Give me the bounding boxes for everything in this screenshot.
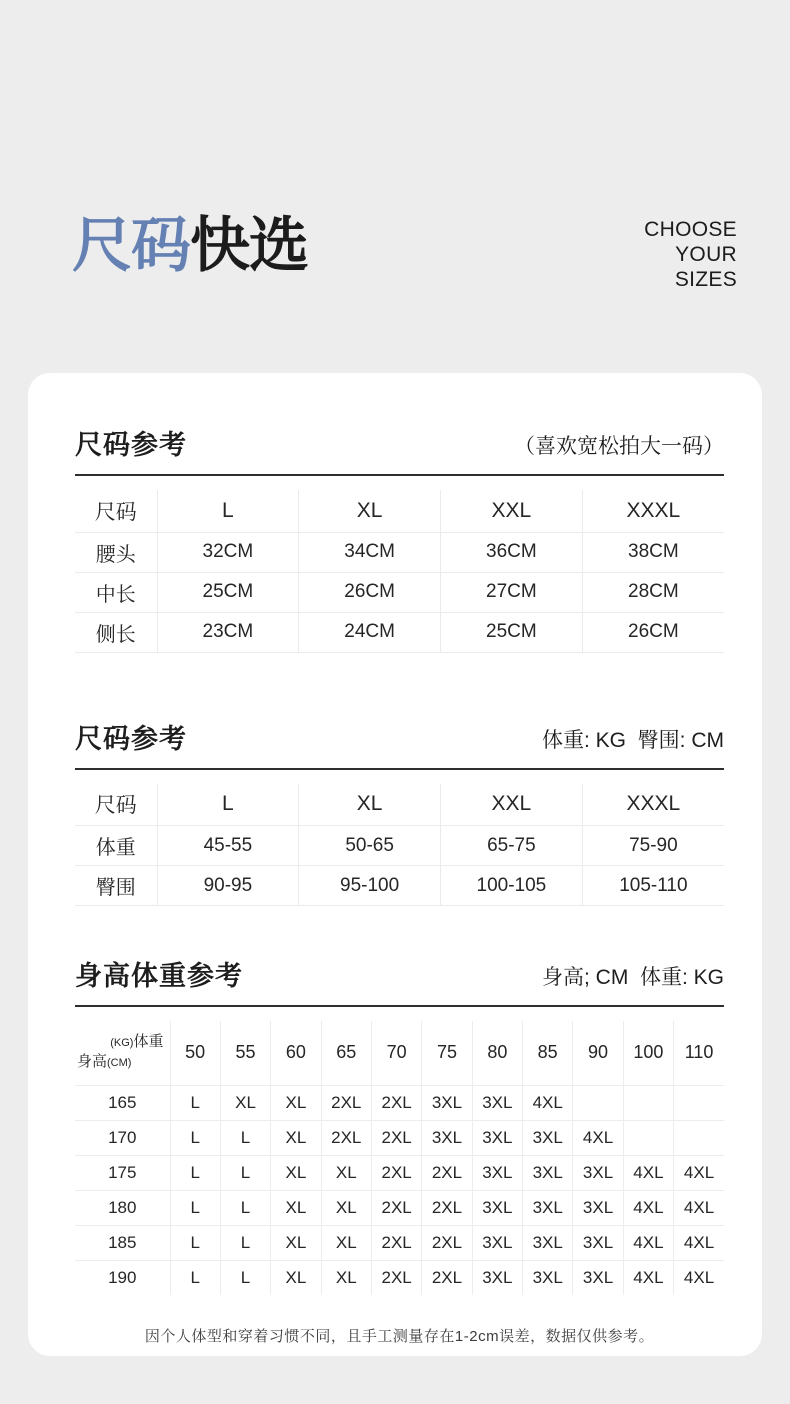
cell-value: 90-95 — [157, 866, 299, 906]
matrix-header-row — [75, 1021, 724, 1085]
cell-value: 34CM — [299, 532, 441, 572]
cell-value: 105-110 — [582, 866, 724, 906]
recommended-size-cell: 2XL — [321, 1120, 371, 1155]
weight-column-header: 85 — [523, 1021, 573, 1085]
size-column-header: XL — [299, 490, 441, 532]
recommended-size-cell: 2XL — [422, 1155, 472, 1190]
corner-height-text: 身高 — [77, 1052, 108, 1070]
recommended-size-cell: 3XL — [523, 1155, 573, 1190]
matrix-row — [75, 1120, 724, 1155]
height-label: 185 — [75, 1225, 170, 1260]
recommended-size-cell: L — [220, 1225, 270, 1260]
section-size-reference-body — [75, 717, 724, 907]
recommended-size-cell: 3XL — [573, 1260, 623, 1295]
table-row — [75, 866, 724, 906]
corner-header: 尺码 — [75, 490, 157, 532]
matrix-row — [75, 1225, 724, 1260]
recommended-size-cell — [674, 1120, 724, 1155]
recommended-size-cell: XL — [271, 1120, 321, 1155]
recommended-size-cell: 3XL — [573, 1225, 623, 1260]
section-title: 尺码参考 — [75, 723, 187, 754]
recommended-size-cell: 2XL — [422, 1260, 472, 1295]
cell-value: 50-65 — [299, 826, 441, 866]
recommended-size-cell: XL — [271, 1085, 321, 1120]
recommended-size-cell: 3XL — [523, 1190, 573, 1225]
section-note: 体重: KG 臀围: CM — [541, 728, 724, 752]
table-header-row — [75, 490, 724, 532]
recommended-size-cell — [573, 1085, 623, 1120]
cell-value: 23CM — [157, 612, 299, 652]
page-subtitle-english — [644, 217, 737, 292]
cell-value: 75-90 — [582, 826, 724, 866]
recommended-size-cell: 3XL — [523, 1260, 573, 1295]
corner-weight-label — [77, 1032, 164, 1052]
recommended-size-cell: L — [220, 1155, 270, 1190]
recommended-size-cell: 2XL — [422, 1225, 472, 1260]
corner-header: 尺码 — [75, 784, 157, 826]
subtitle-line: CHOOSE — [644, 218, 737, 241]
recommended-size-cell: 4XL — [623, 1155, 673, 1190]
matrix-row — [75, 1260, 724, 1295]
cell-value: 100-105 — [441, 866, 583, 906]
recommended-size-cell: 4XL — [573, 1120, 623, 1155]
recommended-size-cell: L — [220, 1190, 270, 1225]
cell-value: 25CM — [157, 572, 299, 612]
recommended-size-cell: 3XL — [523, 1120, 573, 1155]
recommended-size-cell: 3XL — [472, 1085, 522, 1120]
garment-measurements-table — [75, 490, 724, 653]
section-note: 身高; CM 体重: KG — [541, 966, 724, 989]
recommended-size-cell: L — [170, 1155, 220, 1190]
recommended-size-cell: 4XL — [623, 1190, 673, 1225]
weight-column-header: 55 — [220, 1021, 270, 1085]
row-label: 体重 — [75, 826, 157, 866]
recommended-size-cell: 3XL — [472, 1155, 522, 1190]
weight-column-header: 70 — [371, 1021, 421, 1085]
recommended-size-cell: 2XL — [371, 1225, 421, 1260]
recommended-size-cell: 4XL — [674, 1225, 724, 1260]
recommended-size-cell: 4XL — [674, 1190, 724, 1225]
weight-column-header: 50 — [170, 1021, 220, 1085]
page-title-rest: 快选 — [190, 212, 308, 279]
recommended-size-cell: L — [170, 1190, 220, 1225]
table-header-row — [75, 784, 724, 826]
weight-column-header: 60 — [271, 1021, 321, 1085]
recommended-size-cell: 4XL — [623, 1260, 673, 1295]
table-row — [75, 572, 724, 612]
row-label: 臀围 — [75, 866, 157, 906]
row-label: 腰头 — [75, 532, 157, 572]
cell-value: 28CM — [582, 572, 724, 612]
section-height-weight-reference — [75, 954, 724, 1295]
recommended-size-cell: 2XL — [321, 1085, 371, 1120]
cell-value: 38CM — [582, 532, 724, 572]
page-header — [0, 0, 790, 292]
recommended-size-cell: 4XL — [674, 1155, 724, 1190]
row-label: 侧长 — [75, 612, 157, 652]
height-weight-matrix-table — [75, 1021, 724, 1295]
height-label: 180 — [75, 1190, 170, 1225]
matrix-row — [75, 1190, 724, 1225]
page-title-highlight: 尺码 — [72, 212, 190, 279]
section-title: 尺码参考 — [75, 430, 187, 460]
cell-value: 32CM — [157, 532, 299, 572]
recommended-size-cell: 4XL — [683, 1267, 715, 1287]
section-header — [75, 423, 724, 476]
recommended-size-cell: 2XL — [371, 1190, 421, 1225]
recommended-size-cell: 3XL — [422, 1085, 472, 1120]
section-note: （喜欢宽松拍大一码） — [514, 435, 724, 458]
section-header — [75, 954, 724, 1007]
size-column-header: XXL — [441, 784, 583, 826]
subtitle-line: SIZES — [674, 268, 737, 291]
matrix-row — [75, 1155, 724, 1190]
recommended-size-cell: XL — [321, 1190, 371, 1225]
recommended-size-cell: L — [170, 1085, 220, 1120]
recommended-size-cell: 3XL — [472, 1260, 522, 1295]
corner-height-unit: (CM) — [107, 1056, 132, 1069]
recommended-size-cell: 2XL — [422, 1190, 472, 1225]
recommended-size-cell: 4XL — [623, 1225, 673, 1260]
size-column-header: L — [157, 490, 299, 532]
size-chart-card — [28, 373, 762, 1356]
weight-column-header: 75 — [422, 1021, 472, 1085]
corner-weight-unit: (KG) — [110, 1036, 134, 1049]
recommended-size-cell: XL — [321, 1155, 371, 1190]
table-row — [75, 532, 724, 572]
recommended-size-cell: XL — [220, 1085, 270, 1120]
table-row — [75, 826, 724, 866]
weight-column-header: 80 — [472, 1021, 522, 1085]
height-label: 175 — [75, 1155, 170, 1190]
cell-value: 95-100 — [299, 866, 441, 906]
recommended-size-cell: 3XL — [573, 1190, 623, 1225]
recommended-size-cell — [674, 1085, 724, 1120]
disclaimer-note: 因个人体型和穿着习惯不同，且手工测量存在1-2cm误差，数据仅供参考。 — [144, 1328, 655, 1345]
recommended-size-cell: 2XL — [371, 1260, 421, 1295]
recommended-size-cell: 2XL — [371, 1155, 421, 1190]
cell-value: 24CM — [299, 612, 441, 652]
size-column-header: XXL — [441, 490, 583, 532]
weight-column-header: 100 — [623, 1021, 673, 1085]
cell-value: 45-55 — [157, 826, 299, 866]
section-header — [75, 717, 724, 770]
cell-value: 36CM — [441, 532, 583, 572]
size-column-header: XXXL — [582, 784, 724, 826]
height-label: 165 — [75, 1085, 170, 1120]
subtitle-line: YOUR — [675, 243, 737, 266]
size-column-header: L — [157, 784, 299, 826]
recommended-size-cell — [623, 1120, 673, 1155]
body-measurements-table — [75, 784, 724, 907]
recommended-size-cell: XL — [271, 1225, 321, 1260]
recommended-size-cell: 3XL — [472, 1225, 522, 1260]
corner-height-label — [77, 1052, 164, 1072]
matrix-row — [75, 1085, 724, 1120]
recommended-size-cell: L — [220, 1120, 270, 1155]
recommended-size-cell: 3XL — [422, 1120, 472, 1155]
recommended-size-cell: L — [170, 1225, 220, 1260]
weight-column-header: 90 — [573, 1021, 623, 1085]
size-column-header: XL — [299, 784, 441, 826]
cell-value: 27CM — [441, 572, 583, 612]
recommended-size-cell: 2XL — [371, 1120, 421, 1155]
recommended-size-cell: 3XL — [472, 1190, 522, 1225]
weight-column-header: 65 — [321, 1021, 371, 1085]
recommended-size-cell: L — [170, 1120, 220, 1155]
height-label: 170 — [75, 1120, 170, 1155]
recommended-size-cell: 4XL — [523, 1085, 573, 1120]
recommended-size-cell: XL — [271, 1155, 321, 1190]
size-column-header: XXXL — [582, 490, 724, 532]
recommended-size-cell: XL — [321, 1260, 371, 1295]
row-label: 中长 — [75, 572, 157, 612]
weight-column-header: 110 — [674, 1021, 724, 1085]
recommended-size-cell: L — [170, 1260, 220, 1295]
corner-weight-text: 体重 — [133, 1032, 164, 1050]
recommended-size-cell: XL — [271, 1260, 321, 1295]
recommended-size-cell: 3XL — [472, 1120, 522, 1155]
section-title: 身高体重参考 — [75, 961, 243, 991]
cell-value: 26CM — [582, 612, 724, 652]
page-title — [72, 213, 308, 279]
recommended-size-cell: XL — [271, 1190, 321, 1225]
height-label: 190 — [75, 1260, 170, 1295]
cell-value: 65-75 — [441, 826, 583, 866]
cell-value: 26CM — [299, 572, 441, 612]
table-row — [75, 612, 724, 652]
recommended-size-cell — [623, 1085, 673, 1120]
cell-value: 25CM — [441, 612, 583, 652]
recommended-size-cell: 3XL — [523, 1225, 573, 1260]
recommended-size-cell: 2XL — [371, 1085, 421, 1120]
recommended-size-cell: L — [220, 1260, 270, 1295]
matrix-corner-cell — [75, 1021, 170, 1085]
recommended-size-cell: 3XL — [573, 1155, 623, 1190]
section-size-reference-cm — [75, 423, 724, 653]
recommended-size-cell: XL — [321, 1225, 371, 1260]
